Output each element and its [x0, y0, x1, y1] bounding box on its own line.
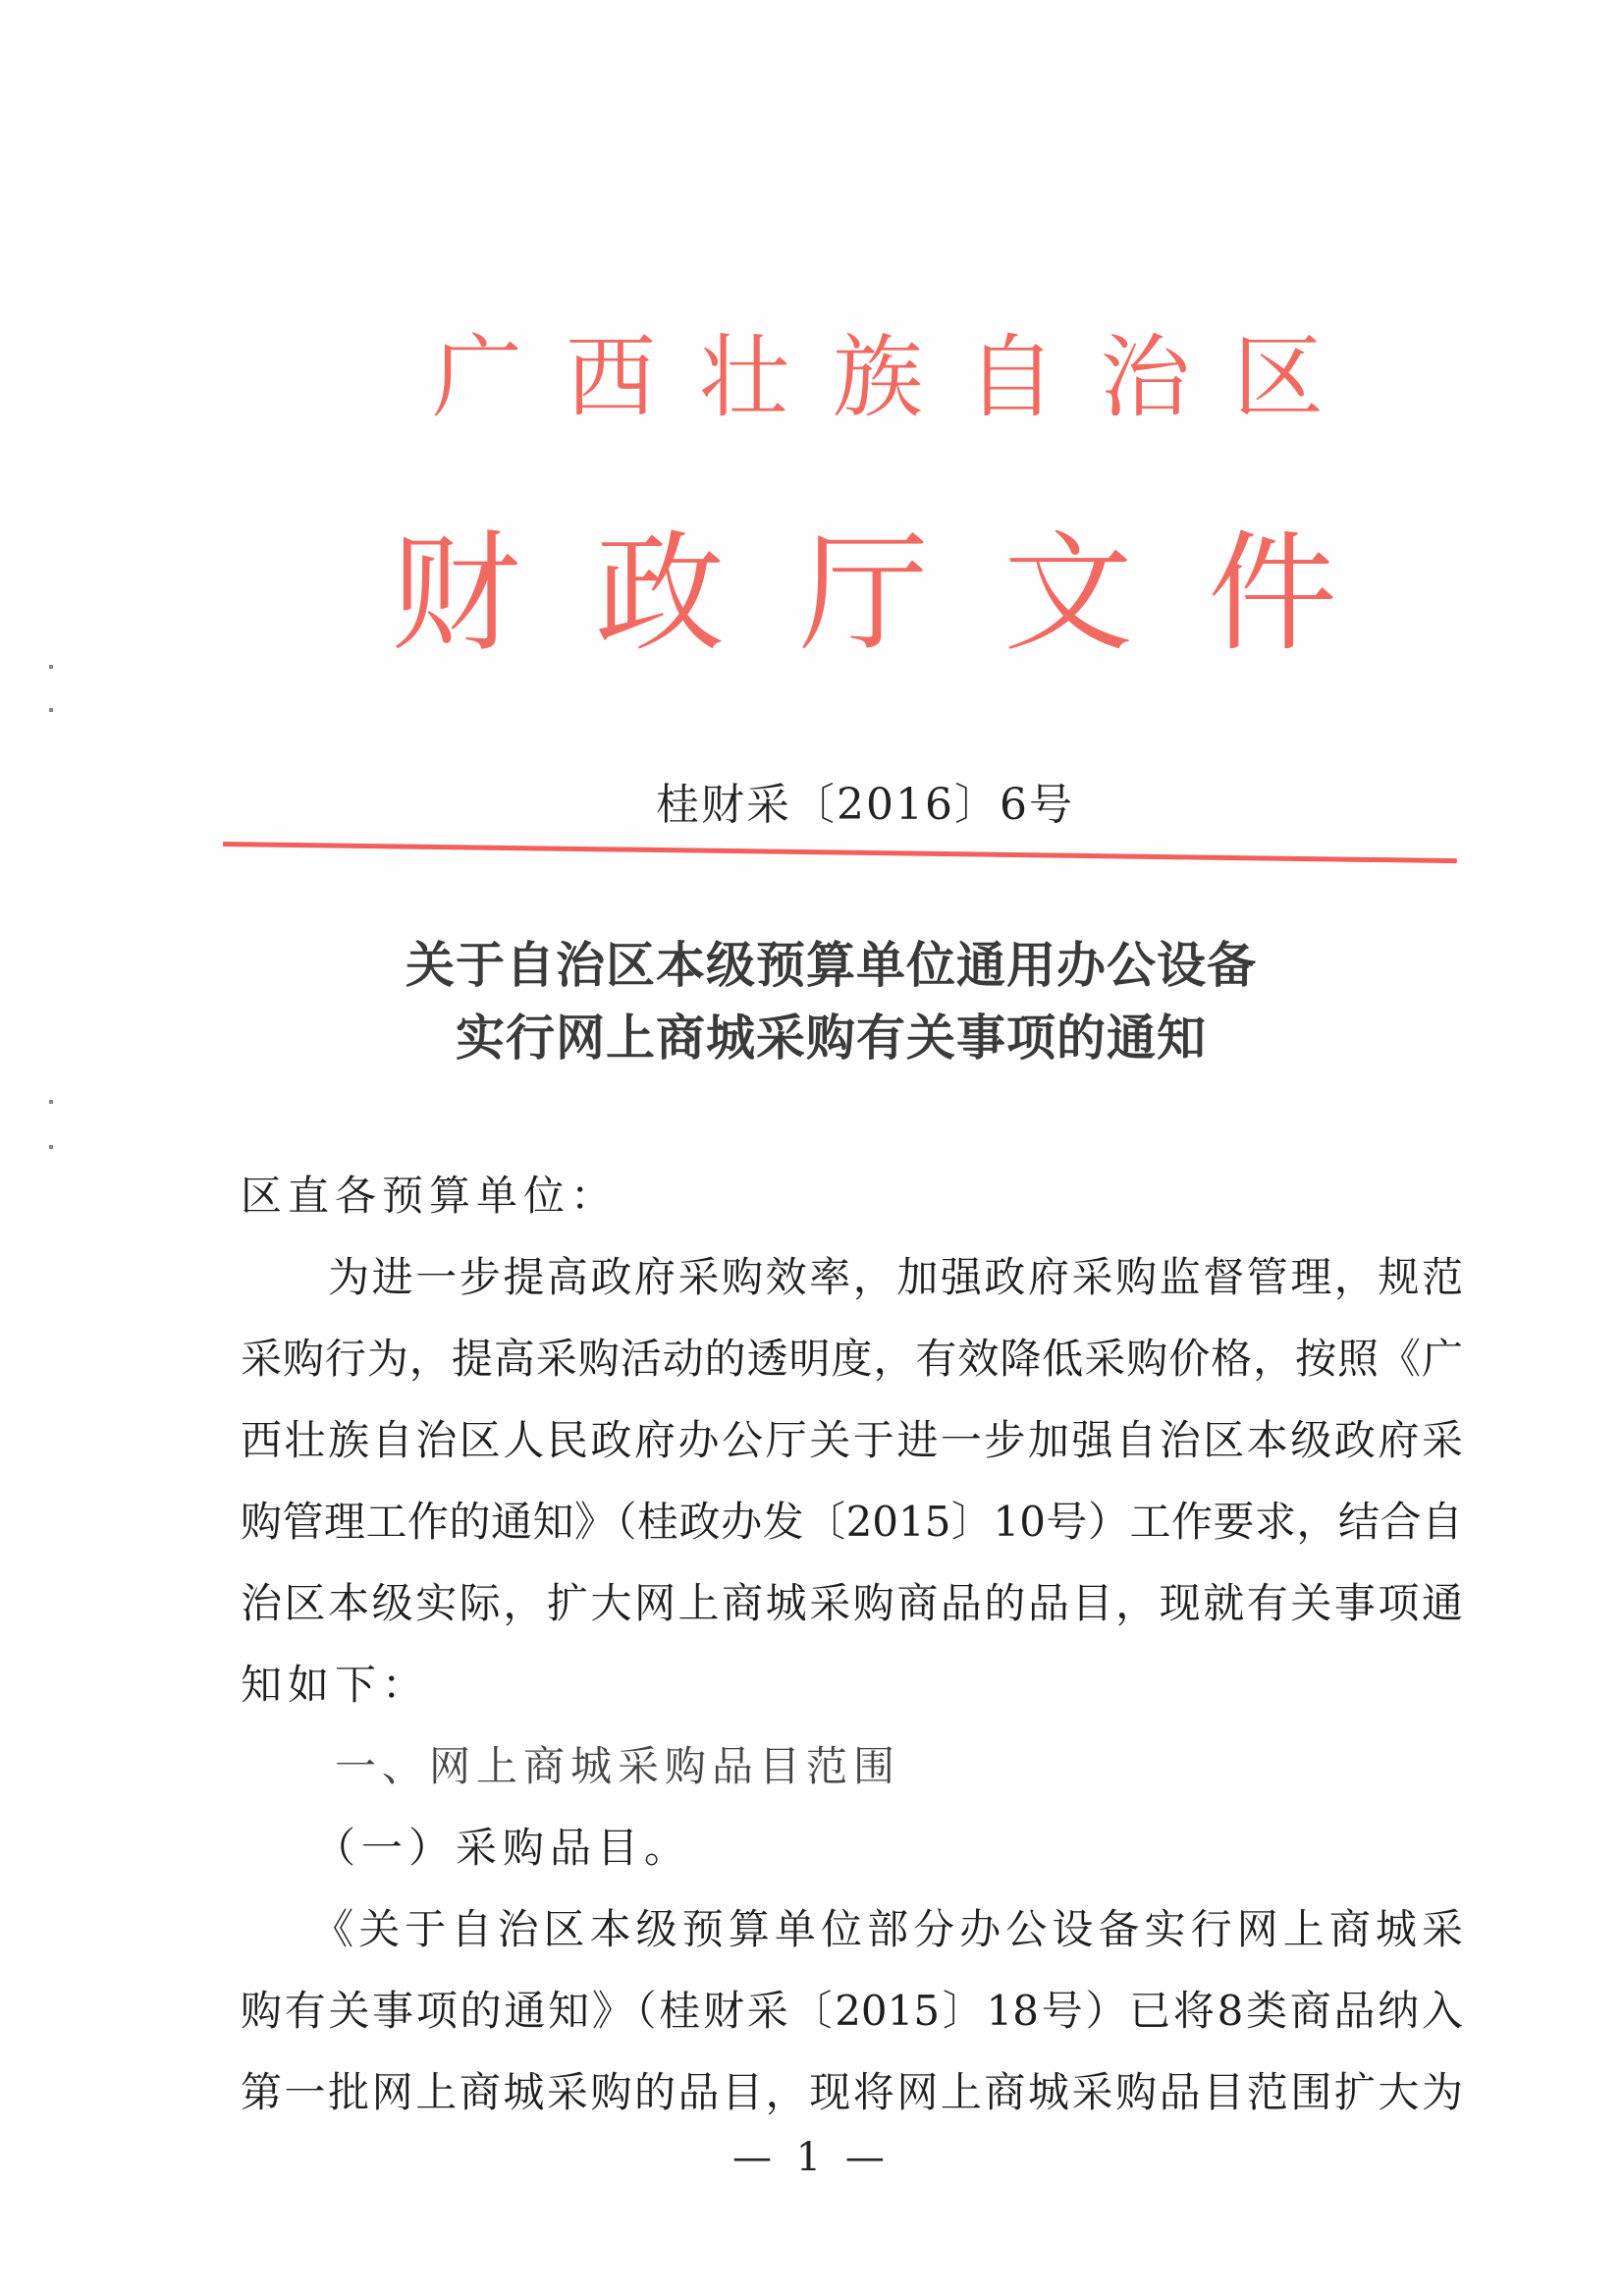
section-heading: 一、网上商城采购品目范围	[241, 1742, 901, 1790]
paragraph-line: 第一批网上商城采购的品目，现将网上商城采购品目范围扩大为	[241, 2068, 1463, 2116]
scan-speck	[49, 1145, 53, 1149]
scan-speck	[49, 708, 53, 712]
scan-speck	[49, 665, 53, 669]
salutation: 区直各预算单位：	[241, 1172, 619, 1220]
paragraph-line: 知如下：	[241, 1661, 430, 1709]
paragraph-line: 治区本级实际，扩大网上商城采购商品的品目，现就有关事项通	[241, 1579, 1463, 1627]
paragraph-line: 购管理工作的通知》（桂政办发〔2015〕10号）工作要求，结合自	[241, 1498, 1463, 1546]
issuer-name: 广西壮族自治区	[432, 325, 1368, 430]
red-separator-line	[223, 842, 1457, 863]
paragraph-line: 《关于自治区本级预算单位部分办公设备实行网上商城采	[241, 1905, 1463, 1953]
document-type-heading: 财政厅文件	[391, 519, 1412, 670]
document-title-line-2: 实行网上商城采购有关事项的通知	[456, 1010, 1207, 1066]
paragraph-line: 西壮族自治区人民政府办公厅关于进一步加强自治区本级政府采	[241, 1416, 1463, 1464]
subsection-heading: （一）采购品目。	[241, 1824, 692, 1872]
document-number: 桂财采〔2016〕6号	[656, 780, 1074, 830]
page-number: — 1 —	[732, 2135, 891, 2180]
paragraph-line: 采购行为，提高采购活动的透明度，有效降低采购价格，按照《广	[241, 1335, 1463, 1383]
document-title-line-1: 关于自治区本级预算单位通用办公设备	[406, 937, 1257, 994]
paragraph-line: 为进一步提高政府采购效率，加强政府采购监督管理，规范	[241, 1253, 1463, 1301]
scan-speck	[49, 1100, 53, 1104]
paragraph-line: 购有关事项的通知》（桂财采〔2015〕18号）已将8类商品纳入	[241, 1987, 1463, 2035]
